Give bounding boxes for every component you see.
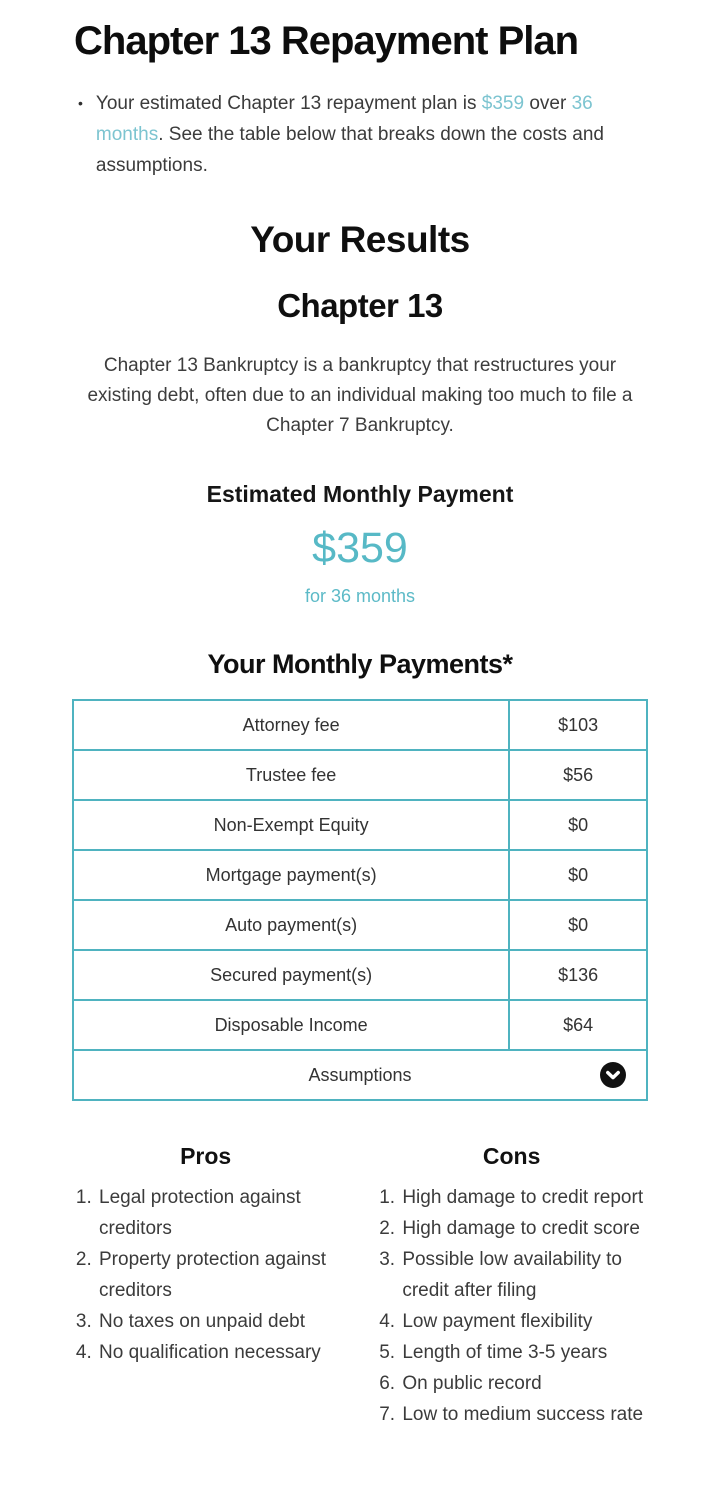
list-item: 4. No qualification necessary <box>97 1337 339 1368</box>
estimated-payment-label: Estimated Monthly Payment <box>206 481 514 507</box>
list-item: 1. Legal protection against creditors <box>97 1182 339 1244</box>
cons-column <box>375 1115 648 1430</box>
table-row <box>73 700 647 750</box>
intro-text <box>96 88 648 181</box>
row-value: $103 <box>509 700 647 750</box>
row-value: $0 <box>509 900 647 950</box>
intro-text-pre: Your estimated Chapter 13 repayment plan is <box>95 93 482 114</box>
intro-text-mid: over <box>524 93 572 114</box>
row-value: $0 <box>509 800 647 850</box>
table-row <box>73 950 647 1000</box>
payments-table-heading: Your Monthly Payments* <box>207 649 513 679</box>
assumptions-label: Assumptions <box>308 1064 412 1085</box>
list-item: 1. High damage to credit report <box>400 1182 648 1213</box>
list-item: 3. No taxes on unpaid debt <box>97 1306 339 1337</box>
list-item: 3. Possible low availability to credit after filing <box>400 1244 648 1306</box>
row-value: $64 <box>509 1000 647 1050</box>
table-row <box>73 1000 647 1050</box>
page-title: Chapter 13 Repayment Plan <box>74 19 579 63</box>
chapter-description: Chapter 13 Bankruptcy is a bankruptcy that restructures your existing debt, often due to an individual making too much to file a Chapter 7 Bankruptcy. <box>87 355 633 436</box>
row-label: Mortgage payment(s) <box>73 850 509 900</box>
row-value: $0 <box>509 850 647 900</box>
pros-column <box>72 1115 339 1430</box>
table-row <box>73 850 647 900</box>
row-label: Disposable Income <box>73 1000 509 1050</box>
row-label: Attorney fee <box>73 700 509 750</box>
table-row <box>73 900 647 950</box>
table-row <box>73 800 647 850</box>
row-value: $56 <box>509 750 647 800</box>
list-item: 2. High damage to credit score <box>400 1213 648 1244</box>
list-item: 6. On public record <box>400 1368 648 1399</box>
row-label: Non-Exempt Equity <box>73 800 509 850</box>
row-label: Auto payment(s) <box>73 900 509 950</box>
pros-cons-section <box>72 1115 648 1430</box>
list-item: 7. Low to medium success rate <box>400 1399 648 1430</box>
row-label: Secured payment(s) <box>73 950 509 1000</box>
chevron-down-circle-icon[interactable] <box>600 1062 626 1088</box>
cons-list <box>375 1182 648 1430</box>
monthly-payments-table <box>72 699 648 1101</box>
row-value: $136 <box>509 950 647 1000</box>
table-row <box>73 750 647 800</box>
estimated-payment-amount: $359 <box>312 524 408 572</box>
cons-heading: Cons <box>482 1143 541 1169</box>
chapter-heading: Chapter 13 <box>277 287 443 324</box>
estimated-payment-duration: for 36 months <box>304 586 416 606</box>
intro-amount-highlight: $359 <box>481 93 525 114</box>
assumptions-toggle[interactable] <box>73 1050 647 1100</box>
row-label: Trustee fee <box>73 750 509 800</box>
bullet-marker: • <box>78 95 83 111</box>
list-item: 2. Property protection against creditors <box>97 1244 339 1306</box>
intro-bullet-item <box>78 88 648 181</box>
assumptions-row[interactable] <box>73 1050 647 1100</box>
intro-text-post: . See the table below that breaks down the costs and assumptions. <box>95 124 604 176</box>
results-heading: Your Results <box>250 219 470 260</box>
pros-heading: Pros <box>180 1143 232 1169</box>
list-item: 5. Length of time 3-5 years <box>400 1337 648 1368</box>
intro-duration-highlight: 36 months <box>95 93 593 145</box>
list-item: 4. Low payment flexibility <box>400 1306 648 1337</box>
pros-list <box>72 1182 339 1368</box>
